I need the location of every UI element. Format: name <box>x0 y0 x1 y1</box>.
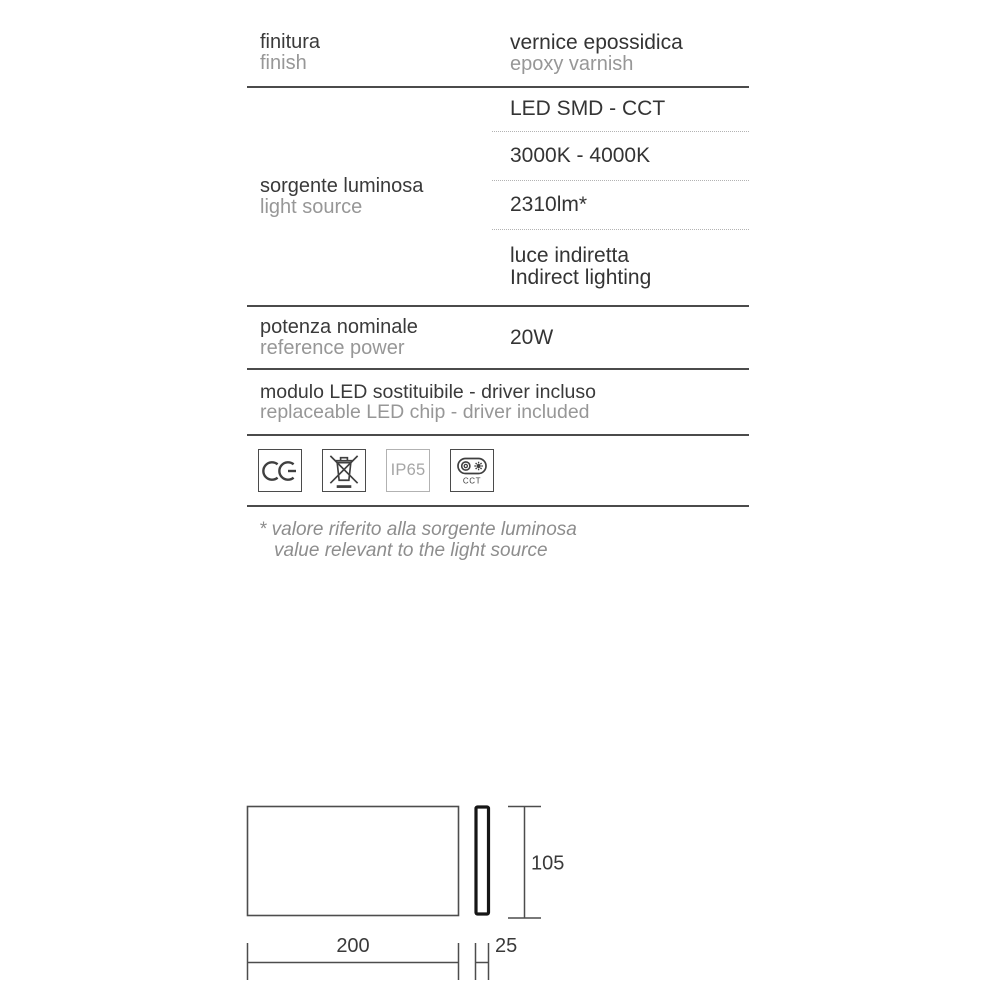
color-temperature <box>492 132 749 182</box>
row-certifications <box>247 436 749 507</box>
front-view-outline <box>248 807 459 916</box>
led-type-value: LED SMD - CCT <box>510 97 666 121</box>
finish-label-it: finitura <box>260 31 321 53</box>
ip65-badge <box>386 449 430 492</box>
finish-label <box>247 20 492 86</box>
finish-value-en: epoxy varnish <box>510 52 634 75</box>
height-dimension-label: 105 <box>531 852 565 875</box>
row-led-module <box>247 370 749 436</box>
ip65-label: IP65 <box>390 461 426 479</box>
width-dimension-label: 200 <box>336 935 370 957</box>
row-light-source <box>247 88 749 307</box>
row-power <box>247 307 749 370</box>
light-source-values <box>492 88 749 305</box>
row-finish <box>247 20 749 88</box>
footnote-line-en: value relevant to the light source <box>274 540 548 561</box>
power-value: 20W <box>510 325 554 349</box>
lighting-type-it: luce indiretta <box>510 244 630 268</box>
luminous-flux <box>492 181 749 230</box>
finish-value-it: vernice epossidica <box>510 30 683 54</box>
lighting-type <box>492 230 749 305</box>
power-label <box>247 307 492 368</box>
led-module-text-en: replaceable LED chip - driver included <box>260 401 590 423</box>
weee-crossed-bin-icon <box>322 449 366 492</box>
light-source-label <box>247 88 492 305</box>
lumen-value: 2310lm* <box>510 192 588 216</box>
footnote-line-it: * valore riferito alla sorgente luminosa <box>259 519 577 540</box>
light-source-label-en: light source <box>260 195 363 218</box>
led-module-text-it: modulo LED sostituibile - driver incluso <box>260 380 596 403</box>
footnote <box>259 519 577 561</box>
lighting-type-en: Indirect lighting <box>510 266 652 290</box>
light-source-label-it: sorgente luminosa <box>260 174 424 197</box>
color-temp-value: 3000K - 4000K <box>510 143 651 167</box>
side-view-profile <box>476 807 489 914</box>
dimension-drawing <box>240 795 580 995</box>
power-label-it: potenza nominale <box>260 315 418 338</box>
finish-label-en: finish <box>260 52 307 74</box>
ce-mark-icon <box>258 449 302 492</box>
power-label-en: reference power <box>260 336 405 359</box>
depth-dimension-lines <box>476 943 489 980</box>
cct-toggle-icon <box>450 449 494 492</box>
light-source-type <box>492 88 749 132</box>
depth-dimension-label: 25 <box>495 935 518 957</box>
power-value-cell <box>492 307 749 368</box>
cct-label: CCT <box>462 476 482 485</box>
finish-value <box>492 20 749 86</box>
spec-table <box>247 20 749 507</box>
